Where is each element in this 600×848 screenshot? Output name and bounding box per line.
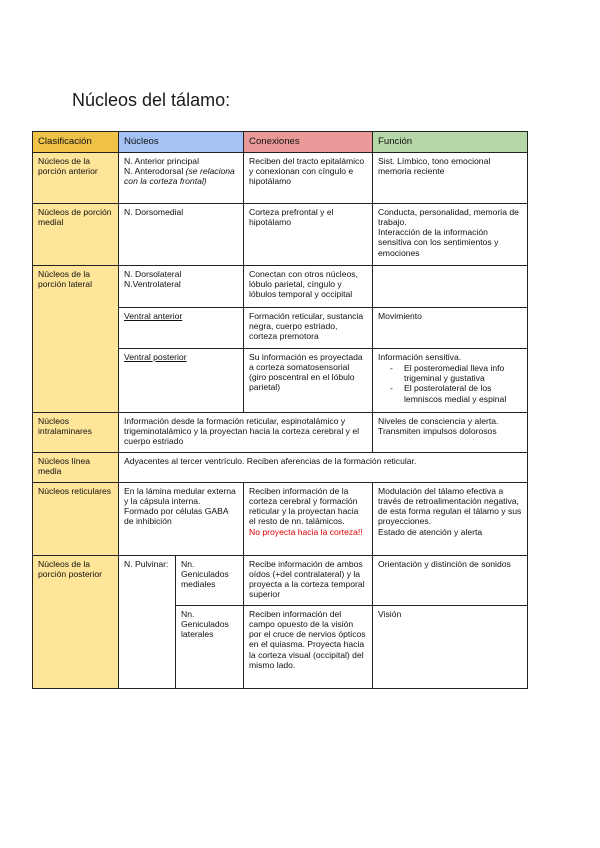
funcion-cell [373, 265, 528, 307]
table-row [33, 555, 528, 605]
nucleos-cell [119, 482, 244, 555]
conexiones-cell: Corteza prefrontal y el hipotálamo [244, 203, 373, 265]
warning-text: No proyecta hacia la corteza!! [249, 526, 363, 537]
nucleus-name: N.Ventrolateral [124, 278, 181, 289]
funcion-cell: Sist. Límbico, tono emocional memoria reciente [373, 152, 528, 203]
conexiones-cell: Reciben del tracto epitalámico y conexionan con cíngulo e hipotálamo [244, 152, 373, 203]
nucleos-cell: Nn. Geniculados laterales [176, 605, 244, 688]
nucleus-text: Formado por células GABA de inhibición [124, 506, 229, 527]
nucleus-note: (se relaciona con la corteza frontal) [124, 165, 235, 187]
header-conexiones: Conexiones [244, 132, 373, 153]
descripcion-cell: Información desde la formación reticular, espinotalámico y trigeminotalámico y la proyectan hacia la corteza cerebral y el cuerpo estriado [119, 412, 373, 452]
nucleos-cell: Nn. Geniculados mediales [176, 555, 244, 605]
descripcion-cell: Adyacentes al tercer ventrículo. Reciben aferencias de la formación reticular. [119, 452, 528, 482]
nucleus-name: N. Dorsolateral [124, 268, 182, 279]
conexiones-cell: Formación reticular, sustancia negra, cuerpo estriado, corteza premotora [244, 307, 373, 348]
funcion-cell [373, 412, 528, 452]
header-funcion: Función [373, 132, 528, 153]
nucleos-cell [119, 152, 244, 203]
clasificacion-cell: Núcleos reticulares [33, 482, 119, 555]
funcion-cell: Orientación y distinción de sonidos [373, 555, 528, 605]
table-row [33, 412, 528, 452]
funcion-text: Transmiten impulsos dolorosos [378, 425, 497, 436]
clasificacion-cell: Núcleos intralaminares [33, 412, 119, 452]
conexiones-cell [244, 482, 373, 555]
nucleos-cell: N. Dorsomedial [119, 203, 244, 265]
header-nucleos: Núcleos [119, 132, 244, 153]
table-row [33, 152, 528, 203]
table-row [33, 482, 528, 555]
list-item: - El posteromedial lleva info trigeminal y gustativa [404, 363, 522, 384]
funcion-cell: Visión [373, 605, 528, 688]
conexiones-cell: Reciben información del campo opuesto de la visión por el cruce de nervios ópticos en el quiasma. Proyecta hacia la corteza visual (occipital) del mismo lado. [244, 605, 373, 688]
thalamus-nuclei-table [32, 131, 528, 689]
funcion-text: Modulación del tálamo efectiva a través de retroalimentación negativa, de esta forma regulan el tálamo y sus proyecciones. [378, 485, 522, 527]
nucleus-text: En la lámina medular externa y la cápsula interna. [124, 485, 236, 506]
nucleus-name: N. Anterodorsal [124, 165, 186, 176]
funcion-cell [373, 482, 528, 555]
funcion-cell: Movimiento [373, 307, 528, 348]
clasificacion-cell: Núcleos de la porción anterior [33, 152, 119, 203]
clasificacion-cell: Núcleos de la porción lateral [33, 265, 119, 412]
funcion-text: Interacción de la información sensitiva con los sentimientos y emociones [378, 227, 499, 258]
header-clasificacion: Clasificación [33, 132, 119, 153]
clasificacion-cell: Núcleos de la porción posterior [33, 555, 119, 688]
table-row [33, 452, 528, 482]
conexiones-cell: Recibe información de ambos oídos (+del contralateral) y la proyecta a la corteza temporal superior [244, 555, 373, 605]
funcion-text: Información sensitiva. [378, 351, 462, 362]
page-title: Núcleos del tálamo: [72, 90, 231, 110]
nucleus-name: Ventral anterior [124, 310, 183, 321]
nucleos-cell [119, 265, 244, 307]
nucleus-name: N. Anterior principal [124, 155, 199, 166]
funcion-cell [373, 203, 528, 265]
funcion-text: Conducta, personalidad, memoria de trabajo. [378, 206, 519, 227]
nucleus-name: Ventral posterior [124, 351, 187, 362]
funcion-cell [373, 348, 528, 412]
funcion-list [378, 363, 522, 404]
table-row [33, 203, 528, 265]
conexiones-cell: Conectan con otros núcleos, lóbulo parietal, cíngulo y lóbulos temporal y occipital [244, 265, 373, 307]
pulvinar-cell: N. Pulvinar: [119, 555, 176, 688]
nucleos-cell [119, 307, 244, 348]
nucleos-cell [119, 348, 244, 412]
header-row [33, 132, 528, 153]
funcion-text: Niveles de consciencia y alerta. [378, 415, 499, 426]
clasificacion-cell: Núcleos línea media [33, 452, 119, 482]
funcion-text: Estado de atención y alerta [378, 526, 483, 537]
table-row [33, 265, 528, 307]
conexiones-cell: Su información es proyectada a corteza somatosensorial (giro poscentral en el lóbulo parietal) [244, 348, 373, 412]
clasificacion-cell: Núcleos de porción medial [33, 203, 119, 265]
conexiones-text: Reciben información de la corteza cerebral y formación reticular y la proyectan hacia el resto de nn. talámicos. [249, 485, 359, 527]
list-item: - El posterolateral de los lemniscos medial y espinal [404, 383, 522, 404]
